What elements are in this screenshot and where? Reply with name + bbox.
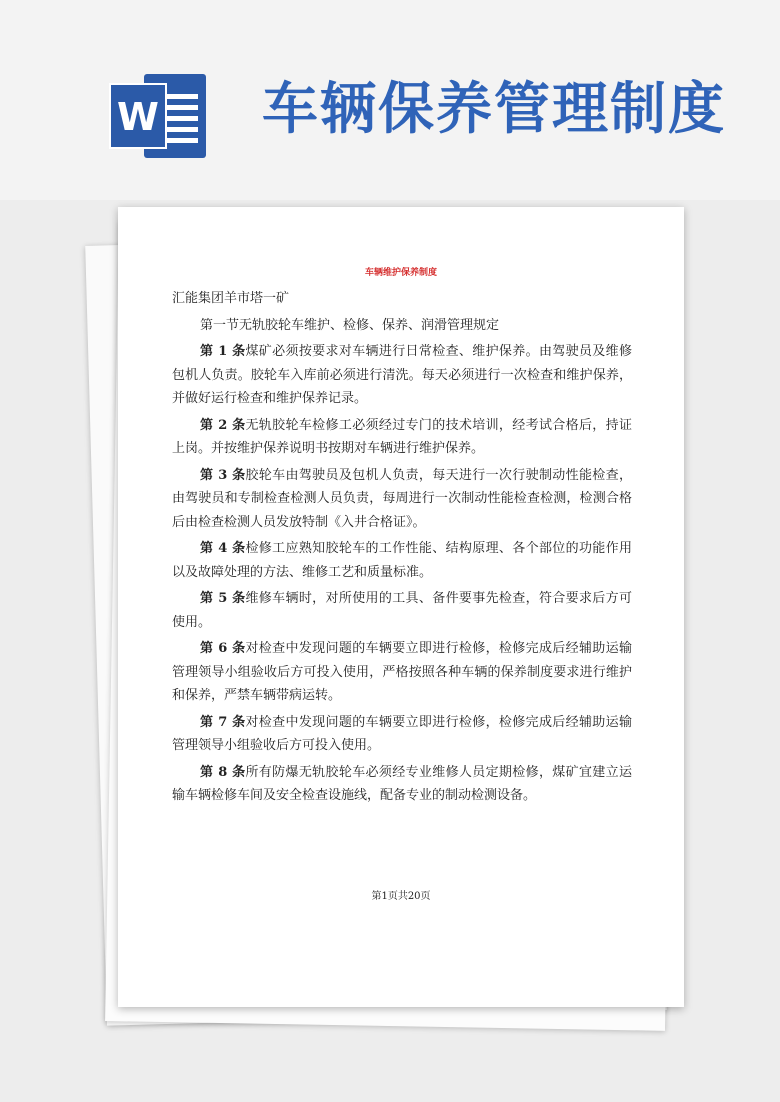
article-number: 第 4 条 (200, 541, 246, 556)
article-number: 第 1 条 (200, 344, 246, 359)
article-number: 第 8 条 (200, 764, 246, 780)
doc-title: 车辆保养管理制度 (262, 77, 726, 142)
article-1 (172, 340, 632, 411)
section-title: 第一节无轨胶轮车维护、检修、保养、润滑管理规定 (200, 318, 500, 333)
article-number: 第 3 条 (200, 467, 246, 483)
article-5 (172, 587, 632, 634)
word-logo-icon (108, 68, 208, 164)
article-text: 无轨胶轮车检修工必须经过专门的技术培训，经考试合格后，持证上岗。并按维护保养说明书按期对车辆进行维护保养。 (172, 417, 632, 456)
article-8 (172, 761, 632, 808)
article-number: 第 2 条 (200, 417, 246, 433)
article-text: 对检查中发现问题的车辆要立即进行检修，检修完成后经辅助运输管理领导小组验收后方可投入使用。 (172, 714, 632, 753)
article-number: 第 6 条 (200, 641, 246, 656)
article-number: 第 5 条 (200, 591, 246, 606)
article-number: 第 7 条 (200, 714, 246, 730)
article-list (172, 340, 632, 811)
article-text: 煤矿必须按要求对车辆进行日常检查、维护保养。由驾驶员及维修包机人负责。胶轮车入库前必须进行清洗。每天必须进行一次检查和维护保养，并做好运行检查和维护保养记录。 (172, 344, 632, 406)
article-7 (172, 711, 632, 758)
company-name: 汇能集团羊市塔一矿 (172, 291, 290, 306)
header-banner (0, 0, 780, 200)
article-text: 所有防爆无轨胶轮车必须经专业维修人员定期检修，煤矿宜建立运输车辆检修车间及安全检查设施线，配备专业的制动检测设备。 (172, 764, 632, 803)
page-heading: 车辆维护保养制度 (364, 268, 437, 278)
document-page (118, 207, 684, 1007)
article-text: 维修车辆时，对所使用的工具、备件要事先检查，符合要求后方可使用。 (172, 591, 632, 630)
article-3 (172, 464, 632, 535)
article-text: 检修工应熟知胶轮车的工作性能、结构原理、各个部位的功能作用以及故障处理的方法、维修工艺和质量标准。 (172, 541, 632, 580)
article-6 (172, 637, 632, 708)
page-number: 第1页共20页 (371, 891, 431, 902)
article-text: 胶轮车由驾驶员及包机人负责，每天进行一次行驶制动性能检查，由驾驶员和专制检查检测人员负责，每周进行一次制动性能检查检测，检测合格后由检查检测人员发放特制《入井合格证》。 (172, 467, 632, 530)
logo-letter: W (117, 95, 159, 139)
article-2 (172, 414, 632, 461)
article-text: 对检查中发现问题的车辆要立即进行检修，检修完成后经辅助运输管理领导小组验收后方可投入使用，严格按照各种车辆的保养制度要求进行维护和保养，严禁车辆带病运转。 (172, 641, 632, 703)
article-4 (172, 537, 632, 584)
